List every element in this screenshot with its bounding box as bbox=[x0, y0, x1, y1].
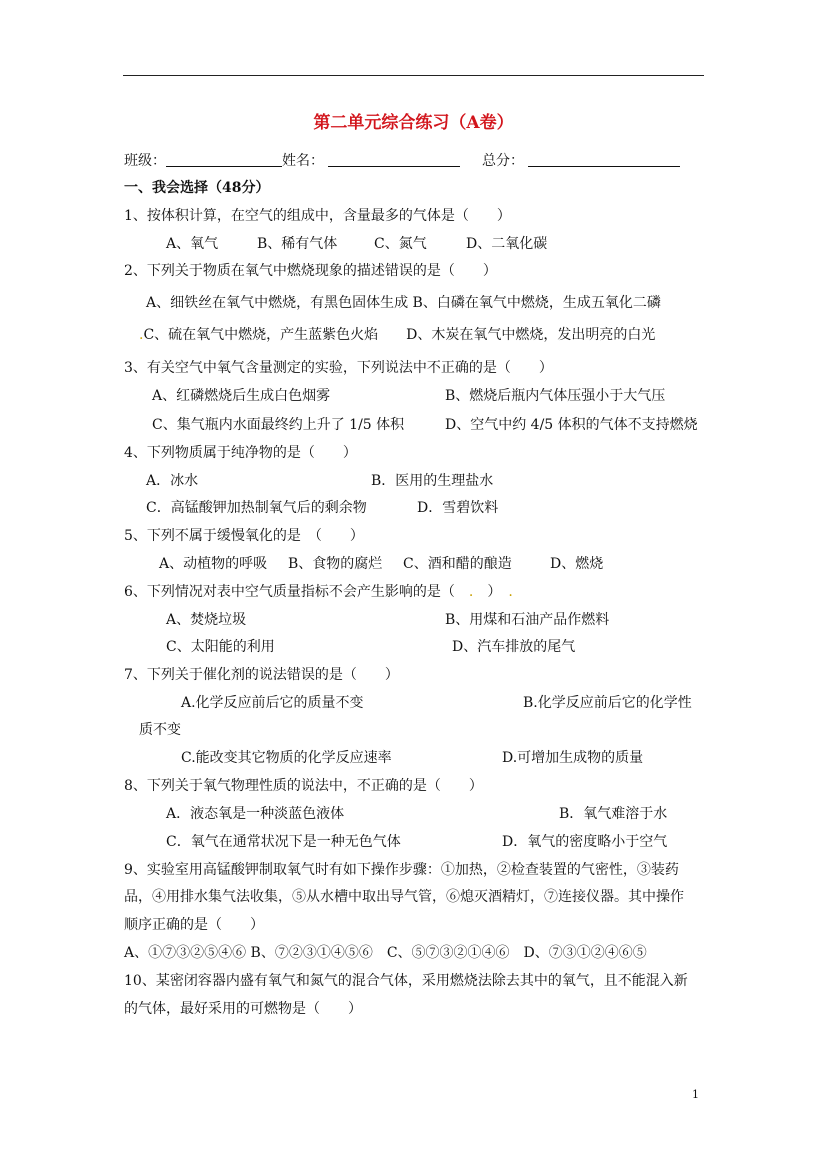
q6-option-d: D、汽车排放的尾气 bbox=[452, 639, 576, 655]
q9-options: A、①⑦③②⑤④⑥ B、⑦②③①④⑤⑥ C、⑤⑦③②①④⑥ D、⑦③①②④⑥⑤ bbox=[124, 945, 647, 961]
q3-option-d: D、空气中约 4/5 体积的气体不支持燃烧 bbox=[445, 417, 698, 433]
q10-stem-line2: 的气体，最好采用的可燃物是（ ） bbox=[124, 1001, 362, 1017]
name-label: 姓名： bbox=[282, 153, 324, 169]
score-label: 总分： bbox=[482, 153, 524, 169]
q9-stem-line1: 9、实验室用高锰酸钾制取氧气时有如下操作步骤：①加热，②检查装置的气密性，③装药 bbox=[124, 862, 679, 878]
q6-stem: 6、下列情况对表中空气质量指标不会产生影响的是（ . ） . bbox=[124, 584, 513, 600]
q3-option-a: A、红磷燃烧后生成白色烟雾 bbox=[152, 388, 331, 404]
q6-option-b: B、用煤和石油产品作燃料 bbox=[445, 612, 610, 628]
q1-option-a: A、氧气 bbox=[166, 236, 219, 252]
q9-stem-line3: 顺序正确的是（ ） bbox=[124, 917, 264, 933]
q8-stem: 8、下列关于氧气物理性质的说法中，不正确的是（ ） bbox=[124, 778, 483, 794]
page-title: 第二单元综合练习（A卷） bbox=[313, 113, 514, 133]
q4-option-c: C．高锰酸钾加热制氧气后的剩余物 bbox=[146, 500, 367, 516]
q5-option-c: C、酒和醋的酿造 bbox=[403, 556, 512, 572]
info-row bbox=[124, 152, 680, 170]
q4-stem: 4、下列物质属于纯净物的是（ ） bbox=[124, 445, 357, 461]
q1-stem: 1、按体积计算，在空气的组成中，含量最多的气体是（ ） bbox=[124, 208, 511, 224]
q8-option-c: C．氧气在通常状况下是一种无色气体 bbox=[166, 834, 401, 850]
q1-option-d: D、二氧化碳 bbox=[466, 236, 548, 252]
section-heading: 一、我会选择（48分） bbox=[124, 180, 270, 196]
q5-option-d: D、燃烧 bbox=[550, 556, 604, 572]
q5-option-b: B、食物的腐烂 bbox=[288, 556, 383, 572]
q6-option-c: C、太阳能的利用 bbox=[166, 639, 275, 655]
q3-stem: 3、有关空气中氧气含量测定的实验，下列说法中不正确的是（ ） bbox=[124, 360, 553, 376]
q8-option-d: D．氧气的密度略小于空气 bbox=[502, 834, 668, 850]
q4-option-a: A．冰水 bbox=[146, 473, 199, 489]
class-label: 班级： bbox=[124, 153, 166, 169]
q7-option-d: D.可增加生成物的质量 bbox=[502, 750, 644, 766]
q9-stem-line2: 品，④用排水集气法收集，⑤从水槽中取出导气管，⑥熄灭酒精灯，⑦连接仪器。其中操作 bbox=[124, 889, 684, 905]
q7-option-b: B.化学反应前后它的化学性 bbox=[523, 695, 692, 711]
q4-option-b: B．医用的生理盐水 bbox=[371, 473, 494, 489]
q8-option-a: A．液态氧是一种淡蓝色液体 bbox=[166, 806, 345, 822]
q3-option-b: B、燃烧后瓶内气体压强小于大气压 bbox=[445, 388, 666, 404]
q7-option-b-cont: 质不变 bbox=[139, 722, 181, 738]
q2-options-ab: A、细铁丝在氧气中燃烧，有黑色固体生成 B、白磷在氧气中燃烧，生成五氧化二磷 bbox=[146, 295, 661, 311]
q4-option-d: D．雪碧饮料 bbox=[417, 500, 499, 516]
name-blank[interactable] bbox=[328, 152, 460, 167]
q7-option-c: C.能改变其它物质的化学反应速率 bbox=[181, 750, 392, 766]
q1-option-b: B、稀有气体 bbox=[257, 236, 338, 252]
q7-stem: 7、下列关于催化剂的说法错误的是（ ） bbox=[124, 667, 399, 683]
q2-stem: 2、下列关于物质在氧气中燃烧现象的描述错误的是（ ） bbox=[124, 263, 497, 279]
header-rule bbox=[123, 75, 704, 76]
q7-option-a: A.化学反应前后它的质量不变 bbox=[181, 695, 364, 711]
q5-option-a: A、动植物的呼吸 bbox=[159, 556, 268, 572]
q6-option-a: A、焚烧垃圾 bbox=[166, 612, 247, 628]
q8-option-b: B．氧气难溶于水 bbox=[559, 806, 668, 822]
score-blank[interactable] bbox=[528, 152, 680, 167]
q2-options-cd: .C、硫在氧气中燃烧，产生蓝紫色火焰 D、木炭在氧气中燃烧，发出明亮的白光 bbox=[139, 327, 656, 343]
q1-option-c: C、氮气 bbox=[374, 236, 427, 252]
q5-stem: 5、下列不属于缓慢氧化的是 （ ） bbox=[124, 528, 364, 544]
q3-option-c: C、集气瓶内水面最终约上升了 1/5 体积 bbox=[152, 417, 405, 433]
q10-stem-line1: 10、某密闭容器内盛有氧气和氮气的混合气体，采用燃烧法除去其中的氧气，且不能混入新 bbox=[124, 973, 688, 989]
page-number: 1 bbox=[692, 1088, 699, 1101]
class-blank[interactable] bbox=[166, 152, 282, 167]
